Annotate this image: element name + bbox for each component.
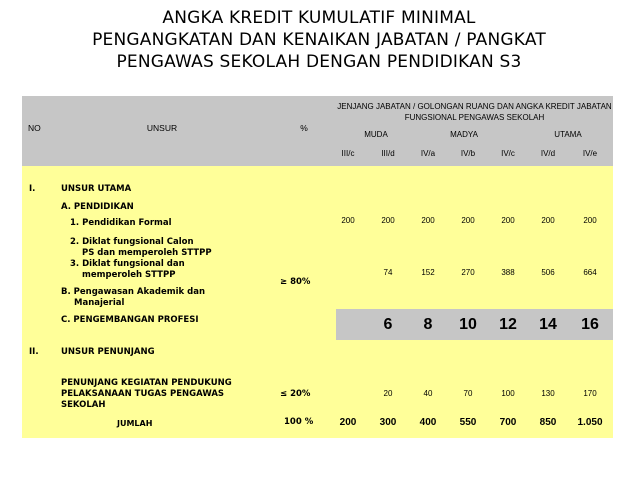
formal-value: 200: [501, 216, 515, 225]
formal-value: 200: [541, 216, 555, 225]
formal-value: 200: [341, 216, 355, 225]
unsur-utama-no: I.: [29, 184, 36, 194]
header-percent: %: [300, 123, 308, 133]
grade-iv-b: IV/b: [460, 149, 476, 158]
penunjang-value: 40: [423, 389, 433, 398]
credit-table: [22, 96, 613, 438]
utama-value: 152: [421, 268, 435, 277]
profesi-value: 16: [581, 316, 599, 333]
grade-iii-c: III/c: [341, 149, 355, 158]
header-group-muda: MUDA: [364, 130, 388, 139]
profesi-value: 10: [459, 316, 477, 333]
jumlah-value: 200: [339, 417, 357, 428]
jumlah-value: 550: [459, 417, 477, 428]
unsur-penunjang-no: II.: [29, 347, 39, 357]
jumlah-percent: 100 %: [284, 417, 314, 427]
profesi-label: C. PENGEMBANGAN PROFESI: [61, 315, 199, 325]
diklat2-line2: memperoleh STTPP: [82, 270, 176, 280]
utama-percent: ≥ 80%: [280, 277, 311, 287]
profesi-value: 12: [499, 316, 517, 333]
penunjang-percent: ≤ 20%: [280, 389, 311, 399]
header-no: NO: [28, 123, 41, 133]
header-unsur: UNSUR: [146, 123, 178, 133]
profesi-value: 6: [383, 316, 393, 333]
penunjang-value: 170: [583, 389, 597, 398]
penunjang-value: 100: [501, 389, 515, 398]
jumlah-label: JUMLAH: [117, 419, 153, 428]
penunjang-value: 70: [463, 389, 473, 398]
pendidikan-formal-label: 1. Pendidikan Formal: [70, 218, 172, 228]
utama-value: 74: [383, 268, 393, 277]
penunjang-value: 20: [383, 389, 393, 398]
header-group-madya: MADYA: [450, 130, 478, 139]
penunjang-line3: SEKOLAH: [61, 400, 106, 410]
diklat1-line1: 2. Diklat fungsional Calon: [70, 237, 194, 247]
jumlah-value: 1.050: [577, 417, 603, 428]
diklat2-line1: 3. Diklat fungsional dan: [70, 259, 185, 269]
jumlah-value: 400: [419, 417, 437, 428]
jumlah-value: 850: [539, 417, 557, 428]
title-line-2: PENGANGKATAN DAN KENAIKAN JABATAN / PANGKAT: [92, 30, 546, 50]
formal-value: 200: [461, 216, 475, 225]
grade-iv-d: IV/d: [540, 149, 556, 158]
formal-value: 200: [381, 216, 395, 225]
header-jenjang: JENJANG JABATAN / GOLONGAN RUANG DAN ANGKA KREDIT JABATAN FUNGSIONAL PENGAWAS SEKOLAH: [337, 102, 612, 122]
pengawasan-line2: Manajerial: [74, 298, 125, 308]
diklat1-line2: PS dan memperoleh STTPP: [82, 248, 212, 258]
pendidikan-label: A. PENDIDIKAN: [61, 202, 134, 212]
unsur-penunjang-label: UNSUR PENUNJANG: [61, 347, 155, 357]
title-line-1: ANGKA KREDIT KUMULATIF MINIMAL: [162, 8, 476, 28]
formal-value: 200: [421, 216, 435, 225]
grade-iv-a: IV/a: [420, 149, 436, 158]
formal-value: 200: [583, 216, 597, 225]
header-group-utama: UTAMA: [554, 130, 582, 139]
jumlah-value: 300: [379, 417, 397, 428]
utama-value: 388: [501, 268, 515, 277]
grade-iv-e: IV/e: [582, 149, 598, 158]
jumlah-value: 700: [499, 417, 517, 428]
profesi-value: 14: [539, 316, 557, 333]
unsur-utama-label: UNSUR UTAMA: [61, 184, 132, 194]
utama-value: 506: [541, 268, 555, 277]
profesi-value: 8: [423, 316, 433, 333]
utama-value: 270: [461, 268, 475, 277]
penunjang-value: 130: [541, 389, 555, 398]
grade-iii-d: III/d: [381, 149, 395, 158]
title-line-3: PENGAWAS SEKOLAH DENGAN PENDIDIKAN S3: [116, 52, 522, 72]
penunjang-line2: PELAKSANAAN TUGAS PENGAWAS: [61, 389, 225, 399]
grade-iv-c: IV/c: [501, 149, 515, 158]
penunjang-line1: PENUNJANG KEGIATAN PENDUKUNG: [61, 378, 232, 388]
pengawasan-line1: B. Pengawasan Akademik dan: [61, 287, 205, 297]
utama-value: 664: [583, 268, 597, 277]
